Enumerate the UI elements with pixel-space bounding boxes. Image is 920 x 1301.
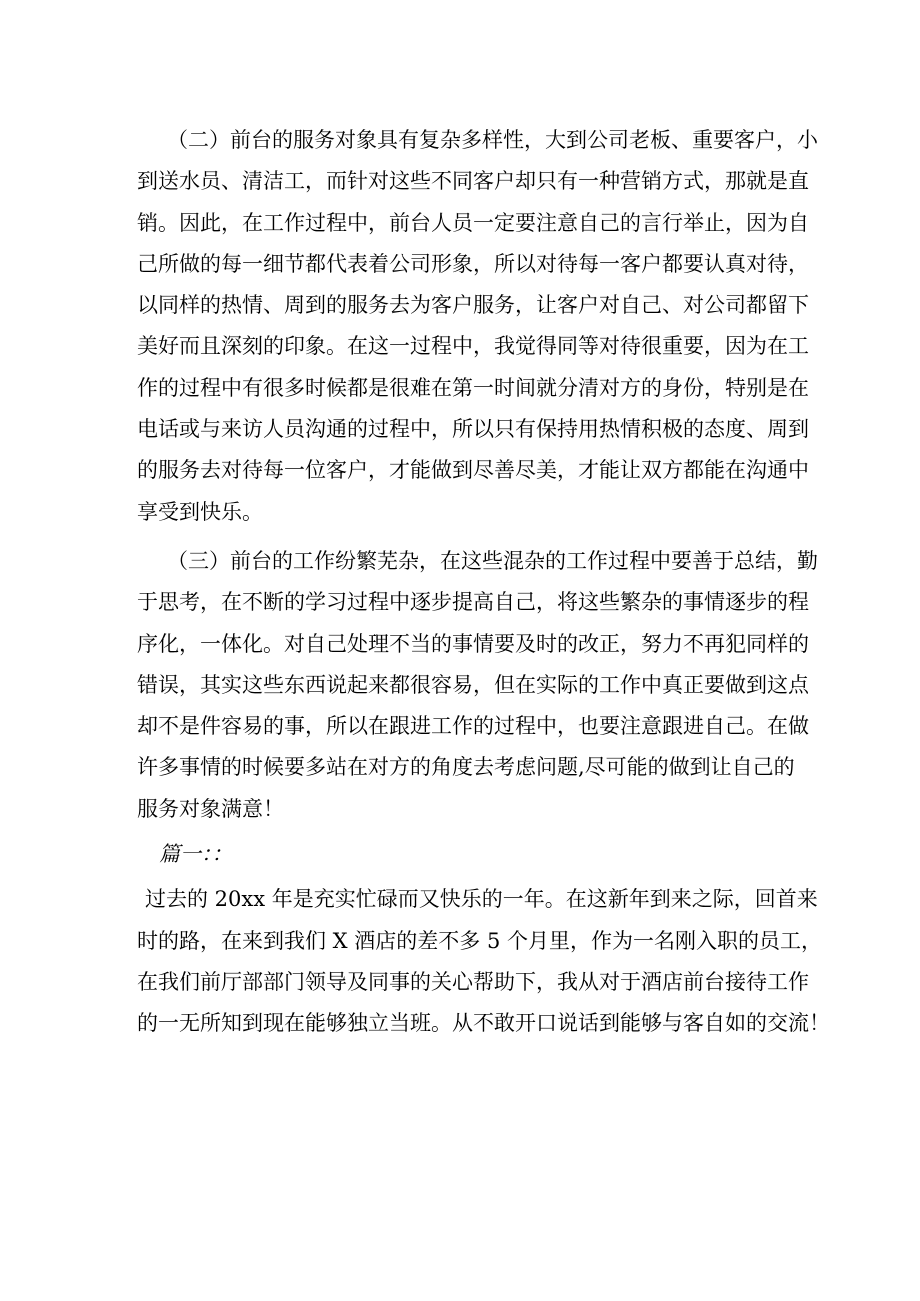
paragraph-line: 过去的 20xx 年是充实忙碌而又快乐的一年。在这新年到来之际，回首来 [145,887,818,912]
paragraph-line: 以同样的热情、周到的服务去为客户服务，让客户对自己、对公司都留下 [137,293,809,318]
paragraph-line: 服务对象满意！ [137,796,284,821]
paragraph-line: 时的路，在来到我们 X 酒店的差不多 5 个月里，作为一名刚入职的员工， [137,928,823,953]
paragraph-line: 己所做的每一细节都代表着公司形象，所以对待每一客户都要认真对待， [137,251,809,276]
paragraph-line: 的服务去对待每一位客户，才能做到尽善尽美，才能让双方都能在沟通中 [137,458,809,483]
paragraph-line: 到送水员、清洁工，而针对这些不同客户却只有一种营销方式，那就是直 [137,169,809,194]
paragraph-line: 在我们前厅部部门领导及同事的关心帮助下，我从对于酒店前台接待工作 [137,969,809,994]
paragraph-line: 作的过程中有很多时候都是很难在第一时间就分清对方的身份，特别是在 [137,375,809,400]
paragraph-line: 的一无所知到现在能够独立当班。从不敢开口说话到能够与客自如的交流！ [137,1011,830,1036]
paragraph-line: 于思考，在不断的学习过程中逐步提高自己，将这些繁杂的事情逐步的程 [137,590,809,615]
document-body [137,120,830,1045]
paragraph-line: 却不是件容易的事，所以在跟进工作的过程中，也要注意跟进自己。在做 [137,714,809,739]
paragraph-line: 错误，其实这些东西说起来都很容易，但在实际的工作中真正要做到这点 [137,672,809,697]
paragraph-work-complexity [137,541,818,830]
paragraph-line: 许多事情的时候要多站在对方的角度去考虑问题,尽可能的做到让自己的 [137,755,795,780]
paragraph-line: 美好而且深刻的印象。在这一过程中，我觉得同等对待很重要，因为在工 [137,334,809,359]
paragraph-service-objects [137,120,818,533]
paragraph-line: （二）前台的服务对象具有复杂多样性，大到公司老板、重要客户，小 [167,128,818,152]
paragraph-line: 享受到快乐。 [137,499,263,524]
paragraph-line: 序化，一体化。对自己处理不当的事情要及时的改正，努力不再犯同样的 [137,631,809,656]
paragraph-year-review [137,879,830,1044]
paragraph-line: （三）前台的工作纷繁芜杂，在这些混杂的工作过程中要善于总结，勤 [167,548,818,573]
paragraph-line: 销。因此，在工作过程中，前台人员一定要注意自己的言行举止，因为自 [137,210,809,235]
paragraph-line: 电话或与来访人员沟通的过程中，所以只有保持用热情积极的态度、周到 [137,417,809,442]
section-heading: 篇一：： [159,842,233,867]
